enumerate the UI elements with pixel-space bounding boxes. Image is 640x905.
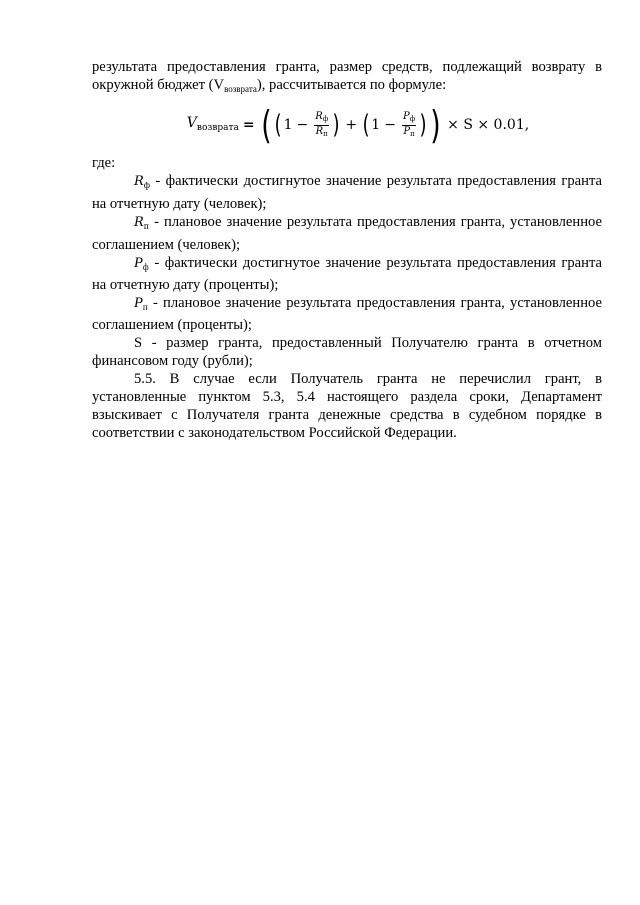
formula-plus: + xyxy=(345,117,358,133)
formula-paren-open-inner-2: ( xyxy=(362,110,370,140)
where-label: где: xyxy=(92,155,116,171)
def-p-plan: $P_п$ - плановое значение результата предоставления гранта, установленное соглашением (проценты); xyxy=(92,295,602,333)
formula-minus-2: − xyxy=(384,117,396,133)
formula-one-2: 1 xyxy=(371,117,381,133)
formula-paren-close-inner-1: ) xyxy=(332,110,340,140)
def-r-plan: $R_п$ - плановое значение результата предоставления гранта, установленное соглашением (человек); xyxy=(92,214,602,253)
intro-subscript: возврата xyxy=(224,84,257,94)
formula-one-1: 1 xyxy=(283,117,293,133)
def-p-fact: $P_ф$ - фактически достигнутое значение результата предоставления гранта на отчетную дату (проценты); xyxy=(92,255,602,293)
formula xyxy=(118,100,602,150)
paragraph-5-5: 5.5. В случае если Получатель гранта не перечислил грант, в установленные пунктом 5.3, 5.4 настоящего раздела сроки, Департамент взыскивает с Получателя гранта денежные средства в судебном порядке в соответствии с законодательством Российской Федерации. xyxy=(92,371,602,441)
formula-equals: = xyxy=(242,117,255,133)
intro-text: результата предоставления гранта, размер средств, подлежащий возврату в окружной бюджет (V xyxy=(92,59,602,93)
document-body xyxy=(92,58,602,442)
formula-paren-close: ) xyxy=(430,103,441,147)
formula-fraction-p: $\frac{P_ф}{P_п}$ xyxy=(402,110,416,138)
formula-lhs: $V_{возврата}$ xyxy=(186,114,239,133)
formula-paren-close-inner-2: ) xyxy=(419,110,427,140)
intro-paragraph xyxy=(92,58,602,98)
formula-paren-open: ( xyxy=(260,103,272,147)
def-s: S - размер гранта, предоставленный Получателю гранта в отчетном финансовом году (рубли); xyxy=(92,335,602,369)
def-r-fact: $R_ф$ - фактически достигнутое значение результата предоставления гранта на отчетную дату (человек); xyxy=(92,173,602,212)
formula-tail: × S × 0.01, xyxy=(447,117,530,133)
formula-fraction-r: $\frac{R_ф}{R_п}$ xyxy=(315,110,329,138)
formula-minus-1: − xyxy=(296,117,309,133)
formula-paren-open-inner-1: ( xyxy=(274,110,283,140)
intro-text-end: ), рассчитывается по формуле: xyxy=(256,77,447,93)
